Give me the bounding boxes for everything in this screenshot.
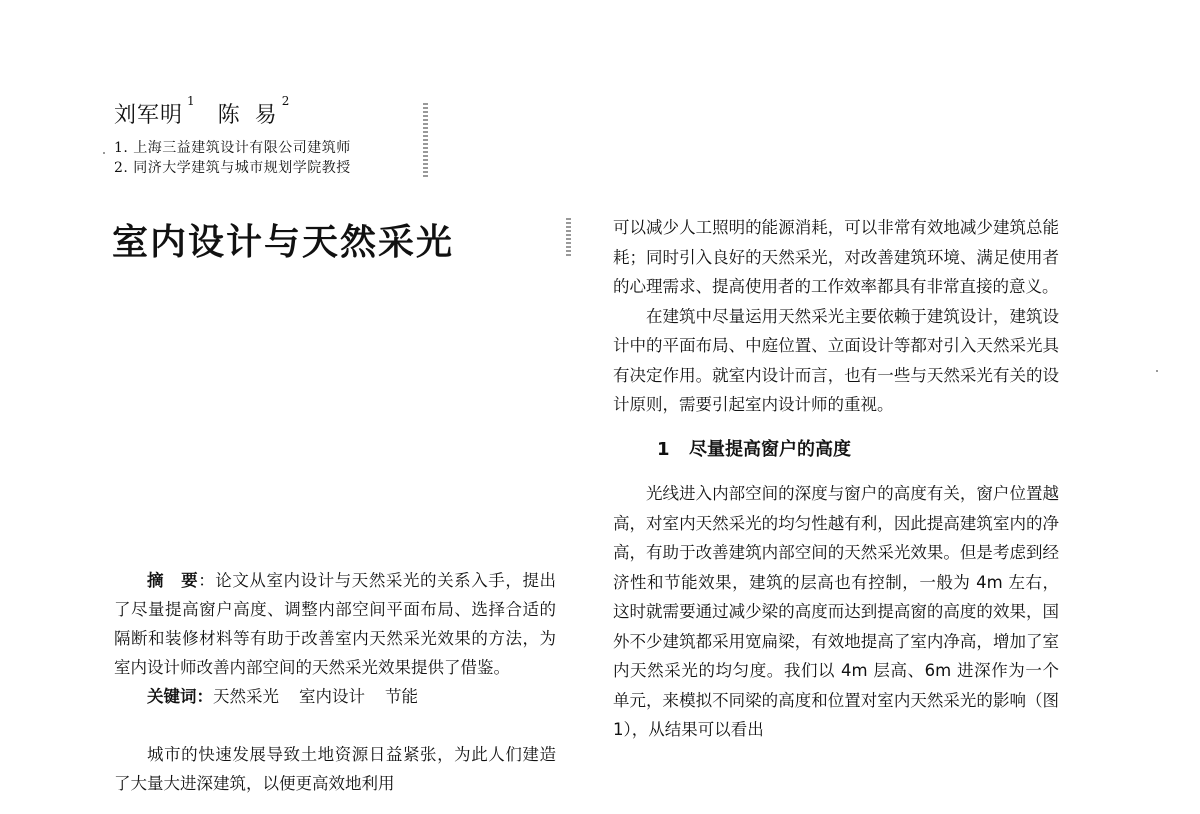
section-number: 1: [657, 438, 670, 460]
abstract-paragraph: [114, 566, 556, 682]
scan-speck: [1156, 370, 1158, 372]
scan-margin-mark: [423, 103, 428, 179]
keywords-colon: ：: [196, 687, 213, 706]
left-column: [114, 566, 556, 798]
affiliation-1: 1. 上海三益建筑设计有限公司建筑师: [114, 140, 351, 156]
affiliation-2: 2. 同济大学建筑与城市规划学院教授: [114, 160, 351, 176]
author-1-name: 刘军明: [114, 103, 184, 128]
scan-margin-mark: [566, 218, 571, 258]
keyword-1: 天然采光: [213, 687, 279, 706]
body-paragraph-2: 在建筑中尽量运用天然采光主要依赖于建筑设计，建筑设计中的平面布局、中庭位置、立面设计等都对引入天然采光具有决定作用。就室内设计而言，也有一些与天然采光有关的设计原则，需要引起室内设计师的重视。: [613, 306, 1059, 414]
section-title: 尽量提高窗户的高度: [689, 438, 851, 460]
author-2-name-part-1: 陈: [217, 103, 241, 128]
author-2-affiliation-mark: 2: [281, 94, 291, 108]
abstract-text: ：论文从室内设计与天然采光的关系入手，提出了尽量提高窗户高度、调整内部空间平面布局、选择合适的隔断和装修材料等有助于改善室内天然采光效果的方法，为室内设计师改善内部空间的天然采光效果提供了借鉴。: [114, 571, 557, 677]
section-heading-1: [613, 435, 1059, 465]
abstract-label: 摘 要: [147, 571, 199, 590]
author-2-name-part-2: 易: [254, 103, 278, 128]
article-title: 室内设计与天然采光: [112, 222, 455, 263]
body-paragraph-3: 光线进入内部空间的深度与窗户的高度有关，窗户位置越高，对室内天然采光的均匀性越有利，因此提高建筑室内的净高，有助于改善建筑内部空间的天然采光效果。但是考虑到经济性和节能效果，建筑的层高也有控制，一般为 4m 左右，这时就需要通过减少梁的高度而达到提高窗的高度的效果，国外不少建筑都采用宽扁梁，有效地提高了室内净高，增加了室内天然采光的均匀度。我们以 4m 层高、6m 进深作为一个单元，来模拟不同梁的高度和位置对室内天然采光的影响（图 1），从结果可以看出: [613, 484, 1059, 739]
keyword-2: 室内设计: [299, 687, 365, 706]
keyword-3: 节能: [385, 687, 418, 706]
keywords-label: 关键词: [147, 687, 197, 706]
right-column: [613, 213, 1059, 745]
body-paragraph-1: 可以减少人工照明的能源消耗，可以非常有效地减少建筑总能耗；同时引入良好的天然采光，对改善建筑环境、满足使用者的心理需求、提高使用者的工作效率都具有非常直接的意义。: [613, 218, 1059, 296]
intro-paragraph: 城市的快速发展导致土地资源日益紧张，为此人们建造了大量大进深建筑，以便更高效地利用: [114, 745, 556, 793]
author-1-affiliation-mark: 1: [187, 94, 196, 108]
author-line: [114, 94, 291, 129]
keywords-line: [114, 682, 556, 711]
scan-speck: [103, 152, 105, 154]
